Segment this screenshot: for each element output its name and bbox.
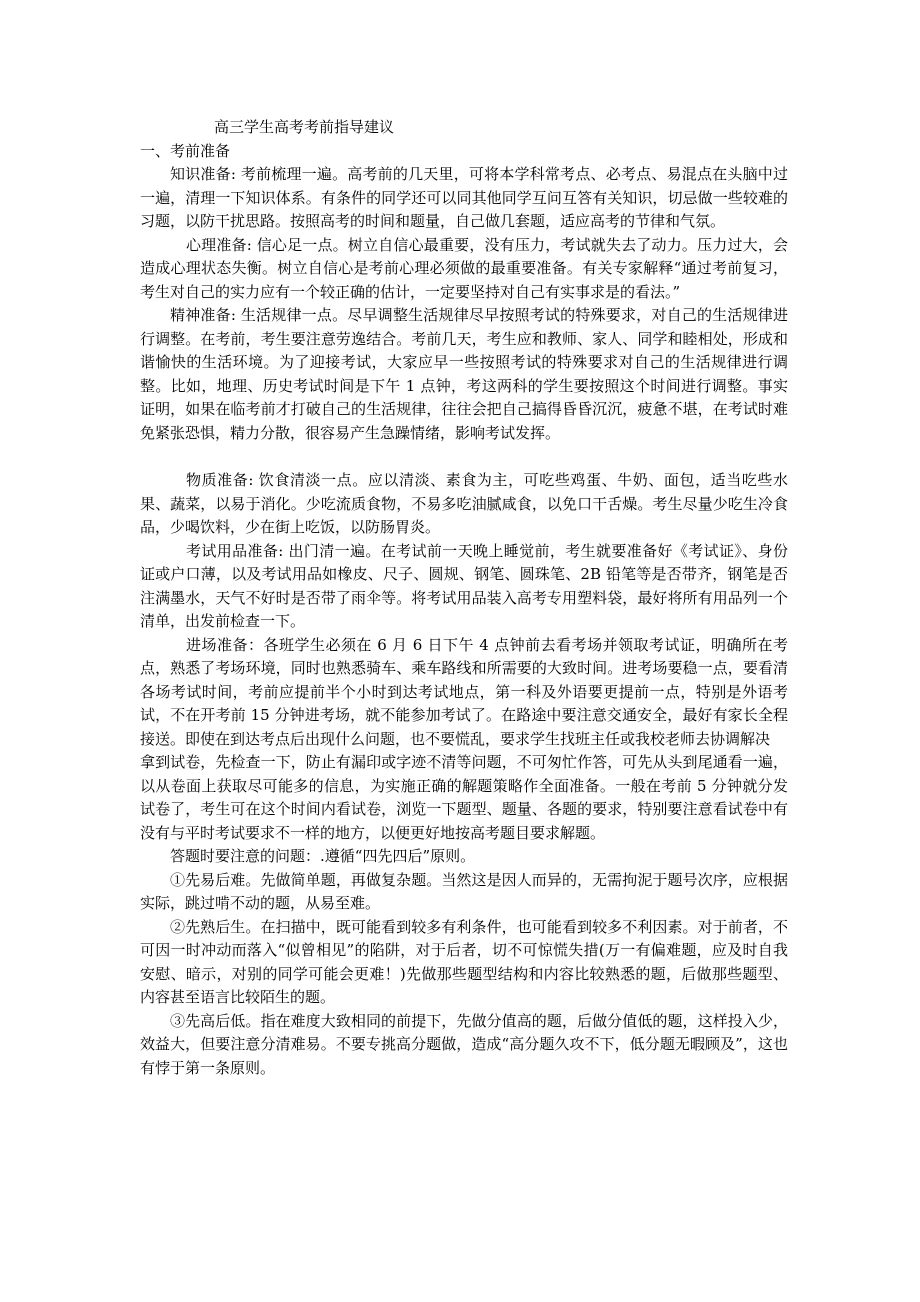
document-title: 高三学生高考考前指导建议 xyxy=(214,118,395,136)
paragraph-material-prep: 物质准备: 饮食清淡一点。应以清淡、素食为主，可吃些鸡蛋、牛奶、面包，适当吃些水果、蔬菜，以易于消化。少吃流质食物，不易多吃油腻咸食，以免口干舌燥。考生尽量少吃生冷食品，少喝饮料，少在街上吃饭，以防肠胃炎。 xyxy=(140,471,788,536)
paragraph-spirit-prep: 精神准备: 生活规律一点。尽早调整生活规律尽早按照考试的特殊要求，对自己的生活规律进行调整。在考前，考生要注意劳逸结合。考前几天，考生应和教师、家人、同学和睦相处，形成和谐愉快的生活环境。为了迎接考试，大家应早一些按照考试的特殊要求对自己的生活规律进行调整。比如，地理、历史考试时间是下午 1 点钟，考这两科的学生要按照这个时间进行调整。事实证明，如果在临考前才打破自己的生活规律，往往会把自己搞得昏昏沉沉，疲惫不堪，在考试时难免紧张恐惧，精力分散，很容易产生急躁情绪，影响考试发挥。 xyxy=(140,306,788,442)
section-heading: 一、考前准备 xyxy=(140,141,231,160)
paragraph-entry-prep: 进场准备：各班学生必须在 6 月 6 日下午 4 点钟前去看考场并领取考试证，明确所在考点，熟悉了考场环境，同时也熟悉骑车、乘车路线和所需要的大致时间。进考场要稳一点，要看清各场考试时间，考前应提前半个小时到达考试地点，第一科及外语要更提前一点，特别是外语考试，不在开考前 15 分钟进考场，就不能参加考试了。在路途中要注意交通安全，最好有家长全程接送。即使在到达考点后出现什么问题，也不要慌乱，要求学生找班主任或我校老师去协调解决 xyxy=(140,635,788,748)
paragraph-mental-prep: 心理准备: 信心足一点。树立自信心最重要，没有压力，考试就失去了动力。压力过大，会造成心理状态失衡。树立自信心是考前心理必须做的最重要准备。有关专家解释“通过考前复习，考生对自己的实力应有一个较正确的估计，一定要坚持对自己有实事求是的看法。” xyxy=(140,235,788,301)
paragraph-supplies-prep: 考试用品准备: 出门清一遍。在考试前一天晚上睡觉前，考生就要准备好《考试证》、身份证或户口薄，以及考试用品如橡皮、尺子、圆规、钢笔、圆珠笔、2B 铅笔等是否带齐，钢笔是否注满墨水，天气不好时是否带了雨伞等。将考试用品装入高考专用塑料袋，最好将所有用品列一个清单，出发前检查一下。 xyxy=(140,541,788,630)
paragraph-rule-familiar-first: ②先熟后生。在扫描中，既可能看到较多有利条件，也可能看到较多不利因素。对于前者，不可因一时冲动而落入“似曾相见”的陷阱，对于后者，切不可惊慌失措(万一有偏难题，应及时自我安慰、暗示，对别的同学可能会更难！)先做那些题型结构和内容比较熟悉的题，后做那些题型、内容甚至语言比较陌生的题。 xyxy=(140,917,788,1006)
paragraph-receive-paper: 拿到试卷，先检查一下，防止有漏印或字迹不清等问题，不可匆忙作答，可先从头到尾通看一遍，以从卷面上获取尽可能多的信息，为实施正确的解题策略作全面准备。一般在考前 5 分钟就分发试卷了，考生可在这个时间内看试卷，浏览一下题型、题量、各题的要求，特别要注意看试卷中有没有与平时考试要求不一样的地方，以便更好地按高考题目要求解题。 xyxy=(140,753,788,842)
paragraph-knowledge-prep: 知识准备: 考前梳理一遍。高考前的几天里，可将本学科常考点、必考点、易混点在头脑中过一遍，清理一下知识体系。有条件的同学还可以同其他同学互问互答有关知识，切忌做一些较难的习题，以防干扰思路。按照高考的时间和题量，自己做几套题，适应高考的节律和气氛。 xyxy=(140,165,788,230)
document-body xyxy=(140,116,788,1080)
paragraph-rule-easy-first: ①先易后难。先做简单题，再做复杂题。当然这是因人而异的，无需拘泥于题号次序，应根据实际，跳过啃不动的题，从易至难。 xyxy=(140,870,788,912)
paragraph-rule-high-first: ③先高后低。指在难度大致相同的前提下，先做分值高的题，后做分值低的题，这样投入少，效益大，但要注意分清难易。不要专挑高分题做，造成“高分题久攻不下，低分题无暇顾及”，这也有悖于第一条原则。 xyxy=(140,1011,788,1077)
paragraph-answer-issues: 答题时要注意的问题：.遵循“四先四后”原则。 xyxy=(170,847,476,865)
